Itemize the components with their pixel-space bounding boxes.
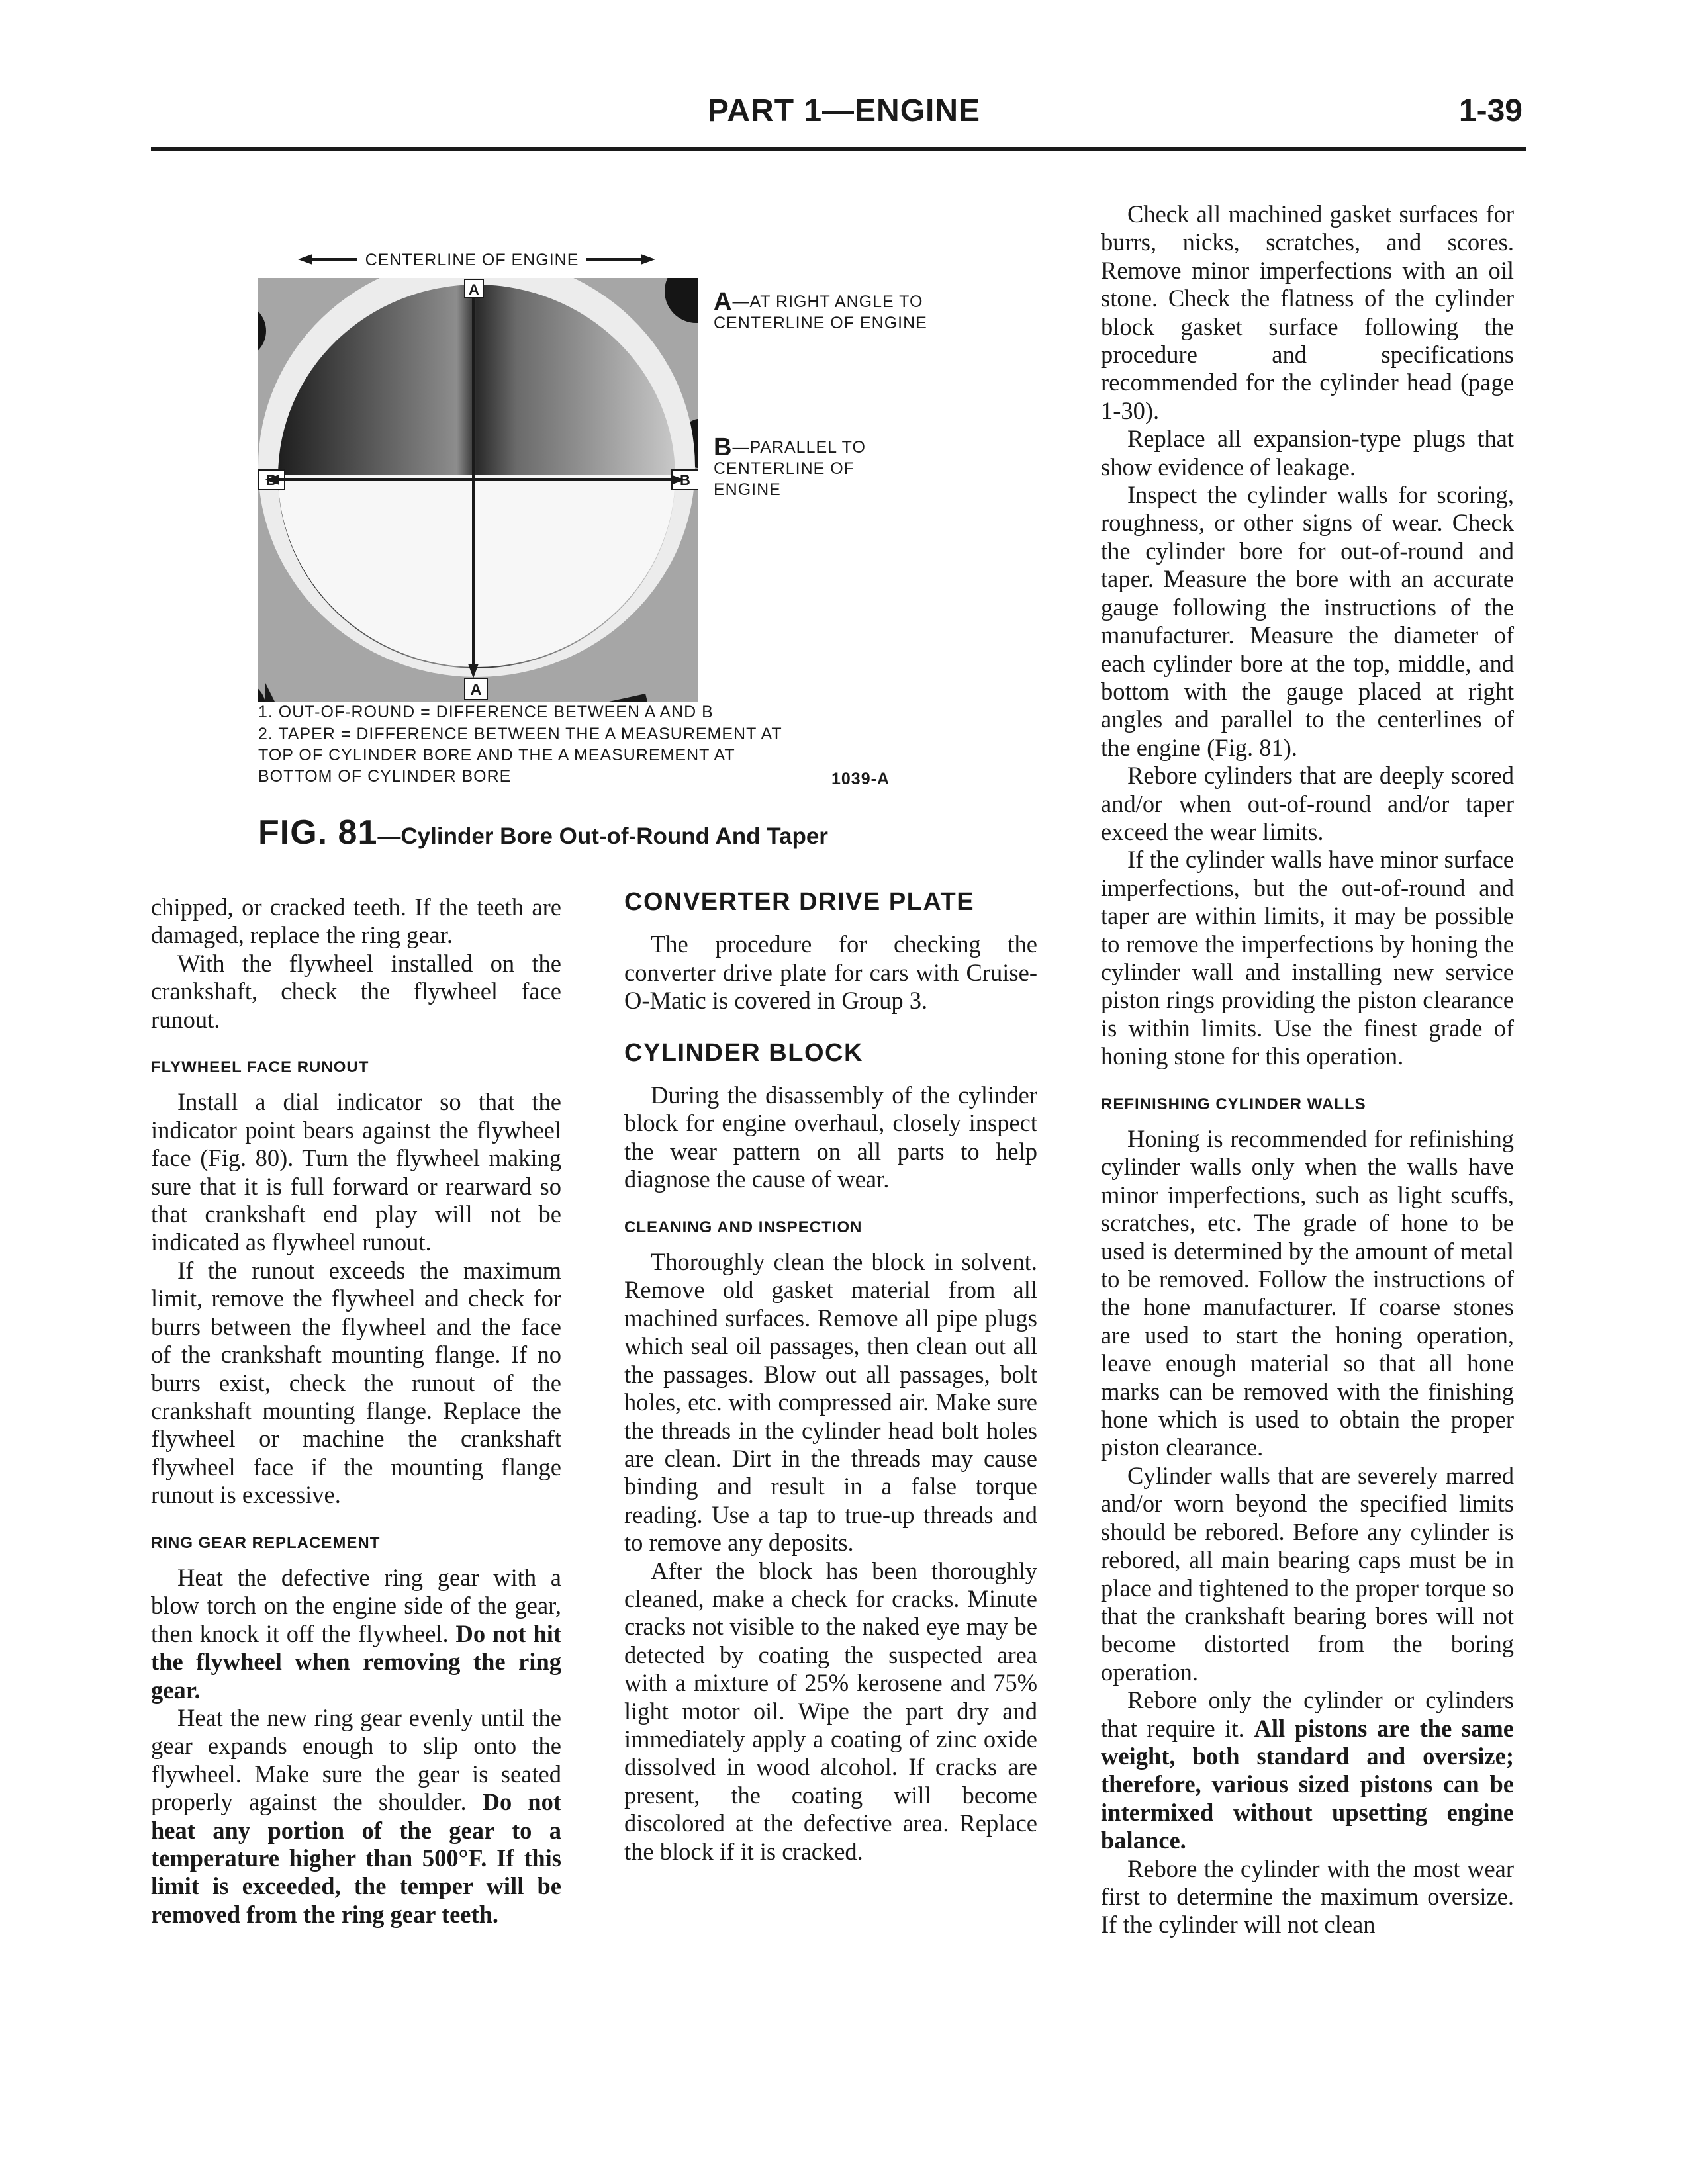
legend-b-letter: B [714, 433, 733, 461]
point-a-top-label: A [469, 281, 479, 298]
paragraph-text: Heat the new ring gear evenly until the gear expands enough to slip onto the flywheel. Make sure the gear is seated properly against the shoulder. [151, 1704, 561, 1816]
warning-text: Do not hit the flywheel when removing the ring gear. [151, 1619, 562, 1704]
legend-a-text: —AT RIGHT ANGLE TO CENTERLINE OF ENGINE [714, 293, 927, 332]
text-column-3 [1101, 201, 1514, 1939]
figure-note-2: 2. TAPER = DIFFERENCE BETWEEN THE A MEASUREMENT AT TOP OF CYLINDER BORE AND THE A MEASUREMENT AT BOTTOM OF CYLINDER BORE [258, 725, 782, 786]
paragraph: During the disassembly of the cylinder block for engine overhaul, closely inspect the wear pattern on all parts to help diagnose the cause of wear. [624, 1081, 1037, 1193]
section-heading-refinishing: REFINISHING CYLINDER WALLS [1101, 1095, 1366, 1113]
paragraph: Inspect the cylinder walls for scoring, roughness, or other signs of wear. Check the cylinder bore for out-of-round and taper. Measure the bore with an accurate gauge following the instructions of the manufacturer. Measure the diameter of each cylinder bore at the top, middle, and bottom with the gauge placed at right angles and parallel to the centerlines of the engine (Fig. 81). [1101, 481, 1514, 761]
legend-a [714, 288, 932, 334]
page-number: 1-39 [1458, 93, 1523, 128]
paragraph [151, 1564, 561, 1704]
figure-number: FIG. 81 [258, 813, 378, 852]
paragraph: Install a dial indicator so that the indicator point bears against the flywheel face (Fig. 80). Turn the flywheel making sure that it is full forward or rearward so that crankshaft end play will not be indicated as flywheel runout. [151, 1088, 561, 1256]
point-b-left-label: B [266, 472, 277, 488]
legend-b [714, 433, 919, 500]
figure-caption-text: —Cylinder Bore Out-of-Round And Taper [377, 823, 828, 849]
section-heading-cylinder-block: CYLINDER BLOCK [624, 1038, 863, 1067]
paragraph-text: Rebore only the cylinder or cylinders that require it. [1101, 1686, 1514, 1742]
cylinder-bore-figure [238, 245, 715, 715]
text-column-1 [151, 893, 561, 1929]
paragraph: With the flywheel installed on the crankshaft, check the flywheel face runout. [151, 949, 561, 1033]
paragraph: If the cylinder walls have minor surface imperfections, but the out-of-round and taper are within limits, it may be possible to remove the imperfections by honing the cylinder wall and installing new service piston rings providing the piston clearance is within limits. Use the finest grade of honing stone for this operation. [1101, 846, 1514, 1070]
section-heading-cleaning: CLEANING AND INSPECTION [624, 1218, 863, 1236]
paragraph: Replace all expansion-type plugs that show evidence of leakage. [1101, 425, 1514, 480]
paragraph: If the runout exceeds the maximum limit, remove the flywheel and check for burrs between the flywheel and the face of the crankshaft mounting flange. If no burrs exist, check the runout of the crankshaft mounting flange. Replace the flywheel or machine the crankshaft flywheel face if the mounting flange runout is excessive. [151, 1256, 561, 1509]
paragraph-text: Heat the defective ring gear with a blow torch on the engine side of the gear, then knock it off the flywheel. [151, 1563, 561, 1647]
legend-b-text: —PARALLEL TO CENTERLINE OF ENGINE [714, 438, 866, 499]
paragraph: Check all machined gasket surfaces for burrs, nicks, scratches, and scores. Remove minor imperfections with an oil stone. Check the flatness of the cylinder block gasket surface following the procedure and specifications recommended for the cylinder head (page 1-30). [1101, 201, 1514, 424]
point-b-right-label: B [680, 472, 690, 488]
figure-code: 1039-A [831, 770, 890, 788]
paragraph [1101, 1686, 1514, 1854]
header-rule [151, 147, 1526, 151]
paragraph: chipped, or cracked teeth. If the teeth are damaged, replace the ring gear. [151, 893, 561, 949]
paragraph: Thoroughly clean the block in solvent. Remove old gasket material from all machined surfaces. Remove all pipe plugs which seal oil passages, then clean out all the passages. Blow out all passages, bolt holes, etc. with compressed air. Make sure the threads in the cylinder head bolt holes are clean. Dirt in the threads may cause binding and result in a false torque reading. Use a tap to true-up threads and to remove any deposits. [624, 1248, 1037, 1557]
warning-text: All pistons are the same weight, both standard and oversize; therefore, various sized pistons can be intermixed without upsetting engine balance. [1101, 1714, 1514, 1854]
paragraph: The procedure for checking the converter drive plate for cars with Cruise-O-Matic is covered in Group 3. [624, 931, 1037, 1015]
figure-note-1: 1. OUT-OF-ROUND = DIFFERENCE BETWEEN A AND B [258, 703, 714, 721]
legend-a-letter: A [714, 288, 733, 316]
section-heading-converter: CONVERTER DRIVE PLATE [624, 888, 975, 916]
paragraph [151, 1704, 561, 1929]
point-a-bottom-label: A [470, 681, 482, 699]
paragraph: Rebore the cylinder with the most wear first to determine the maximum oversize. If the cylinder will not clean [1101, 1854, 1514, 1938]
page-header-title: PART 1—ENGINE [707, 93, 981, 128]
paragraph: After the block has been thoroughly cleaned, make a check for cracks. Minute cracks not visible to the naked eye may be detected by coating the suspected area with a mixture of 25% kerosene and 75% light motor oil. Wipe the part dry and immediately apply a coating of zinc oxide dissolved in wood alcohol. If cracks are present, the coating will become discolored at the defective area. Replace the block if it is cracked. [624, 1557, 1037, 1865]
warning-text: Do not heat any portion of the gear to a temperature higher than 500°F. If this limit is exceeded, the temper will be removed from the ring gear teeth. [151, 1788, 561, 1928]
paragraph: Honing is recommended for refinishing cylinder walls only when the walls have minor imperfections, such as light scuffs, scratches, etc. The grade of hone to be used is determined by the amount of metal to be removed. Follow the instructions of the hone manufacturer. If coarse stones are used to start the honing operation, leave enough material so that all hone marks can be removed with the finishing hone which is used to obtain the proper piston clearance. [1101, 1125, 1514, 1461]
paragraph: Rebore cylinders that are deeply scored and/or when out-of-round and/or taper exceed the wear limits. [1101, 762, 1514, 845]
figure-caption [258, 813, 828, 852]
section-heading-flywheel-runout: FLYWHEEL FACE RUNOUT [151, 1058, 369, 1077]
paragraph: Cylinder walls that are severely marred and/or worn beyond the specified limits should be rebored. Before any cylinder is rebored, all main bearing caps must be in place and tightened to the proper torque so that the crankshaft bearing bores will not become distorted from the boring operation. [1101, 1461, 1514, 1686]
text-column-2 [624, 888, 1037, 1866]
section-heading-ring-gear: RING GEAR REPLACEMENT [151, 1533, 381, 1552]
centerline-label: CENTERLINE OF ENGINE [365, 251, 579, 269]
